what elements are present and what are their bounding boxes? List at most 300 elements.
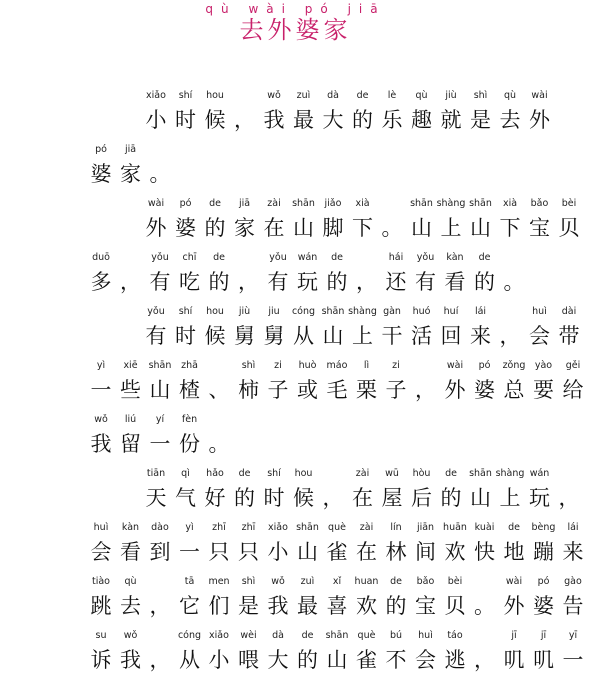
- char-cell: [146, 591, 174, 621]
- char-cell: [146, 645, 174, 675]
- pinyin: lè: [387, 90, 397, 101]
- text-line: [0, 578, 591, 632]
- pinyin: yì: [185, 522, 194, 533]
- char-cell: [294, 576, 322, 621]
- pinyin: táo: [447, 630, 463, 641]
- char-cell: [319, 306, 347, 351]
- pinyin: xià: [355, 198, 370, 209]
- hanzi: 宝: [415, 594, 436, 618]
- char-cell: [142, 306, 170, 351]
- char-cell: [205, 522, 233, 567]
- hanzi: 是: [238, 594, 259, 618]
- pinyin: shí: [178, 306, 193, 317]
- text-line: [0, 362, 591, 416]
- pinyin: zài: [359, 522, 374, 533]
- char-cell: [142, 198, 170, 243]
- text-line: [0, 146, 591, 200]
- char-cell: [441, 576, 469, 621]
- hanzi: 。: [208, 432, 230, 456]
- char-cell: [319, 198, 347, 243]
- hanzi: 屋: [381, 486, 403, 510]
- char-cell: [530, 522, 558, 567]
- pinyin: tiào: [92, 576, 110, 587]
- char-cell: [500, 522, 528, 567]
- char-cell: [378, 306, 406, 351]
- hanzi: 会: [415, 648, 436, 672]
- hanzi: 雀: [356, 648, 377, 672]
- hanzi: 在: [356, 540, 377, 564]
- char-cell: [382, 576, 410, 621]
- char-cell: [260, 306, 288, 351]
- hanzi: 看: [120, 540, 141, 564]
- hanzi: ，: [149, 648, 171, 672]
- hanzi: 婆: [474, 378, 495, 402]
- pinyin: bú: [389, 630, 403, 641]
- pinyin: shān: [148, 360, 172, 371]
- pinyin: shì: [241, 360, 256, 371]
- pinyin: jī: [511, 630, 517, 641]
- pinyin: dào: [151, 522, 169, 533]
- char-cell: [87, 576, 115, 621]
- pinyin: jiā: [238, 198, 251, 209]
- char-cell: [294, 252, 322, 297]
- pinyin: jī: [540, 630, 547, 641]
- hanzi: 蹦: [533, 540, 554, 564]
- char-cell: [348, 306, 377, 351]
- char-cell: [176, 630, 204, 675]
- pinyin: què: [328, 522, 346, 533]
- pinyin: shí: [178, 90, 193, 101]
- pinyin: de: [356, 90, 369, 101]
- pinyin: shì: [473, 90, 488, 101]
- hanzi: 欢: [356, 594, 377, 618]
- pinyin: liú: [124, 414, 137, 425]
- title-pinyin: qù wài pó jiā: [205, 2, 386, 16]
- pinyin: xià: [502, 198, 518, 209]
- hanzi: 子: [385, 378, 407, 402]
- pinyin: qù: [124, 576, 137, 587]
- char-cell: [205, 252, 233, 297]
- pinyin: zhī: [241, 522, 256, 533]
- hanzi: 时: [263, 486, 285, 510]
- hanzi: 一: [90, 378, 112, 402]
- char-cell: [412, 576, 440, 621]
- hanzi: 婆: [90, 162, 112, 186]
- hanzi: 看: [444, 270, 466, 294]
- char-cell: [205, 630, 233, 675]
- char-cell: [467, 306, 495, 351]
- pinyin: bǎo: [530, 198, 549, 209]
- hanzi: ，: [558, 486, 580, 510]
- hanzi: 的: [352, 108, 373, 132]
- hanzi: 时: [175, 324, 196, 348]
- hanzi: 天: [145, 486, 167, 510]
- char-cell: [559, 360, 587, 405]
- hanzi: 给: [562, 378, 584, 402]
- text-line: [0, 200, 591, 254]
- pinyin: zi: [392, 360, 400, 371]
- pinyin: shān: [321, 306, 345, 317]
- char-cell: [201, 306, 229, 351]
- hanzi: ，: [474, 648, 495, 672]
- char-cell: [205, 429, 233, 459]
- char-cell: [172, 468, 200, 513]
- char-cell: [142, 468, 170, 513]
- pinyin: shàng: [348, 306, 377, 317]
- char-cell: [176, 360, 204, 405]
- hanzi: 喂: [238, 648, 259, 672]
- char-cell: [378, 213, 406, 243]
- hanzi: 的: [326, 270, 348, 294]
- char-cell: [117, 630, 145, 675]
- pinyin: wài: [531, 90, 548, 101]
- hanzi: 栗: [356, 378, 377, 402]
- hanzi: 诉: [90, 648, 112, 672]
- hanzi: 我: [267, 594, 289, 618]
- pinyin: zài: [267, 198, 281, 209]
- pinyin: shàng: [436, 198, 466, 209]
- hanzi: 地: [503, 540, 525, 564]
- pinyin: wán: [297, 252, 318, 263]
- char-cell: [500, 576, 528, 621]
- hanzi: 贝: [558, 216, 580, 240]
- pinyin: yì: [96, 360, 106, 371]
- text-line: [0, 254, 591, 308]
- char-cell: [496, 90, 524, 135]
- pinyin: hòu: [412, 468, 431, 479]
- pinyin: zǒng: [502, 360, 526, 371]
- pinyin: qù: [415, 90, 428, 101]
- hanzi: 时: [175, 108, 196, 132]
- pinyin: xiē: [123, 360, 138, 371]
- pinyin: huì: [532, 306, 547, 317]
- pinyin: tiān: [146, 468, 166, 479]
- pinyin: wài: [446, 360, 464, 371]
- pinyin: de: [445, 468, 457, 479]
- pinyin: jiù: [445, 90, 457, 101]
- pinyin: pó: [179, 198, 192, 209]
- pinyin: gào: [564, 576, 582, 587]
- char-cell: [526, 90, 554, 135]
- char-cell: [408, 468, 436, 513]
- hanzi: 从: [293, 324, 314, 348]
- char-cell: [294, 522, 322, 567]
- hanzi: 逃: [444, 648, 466, 672]
- hanzi: 候: [293, 486, 314, 510]
- hanzi: ，: [415, 378, 436, 402]
- hanzi: 楂: [179, 378, 200, 402]
- char-cell: [235, 267, 263, 297]
- char-cell: [530, 576, 558, 621]
- pinyin: hái: [388, 252, 404, 263]
- story-body: [0, 92, 591, 686]
- char-cell: [500, 267, 528, 297]
- hanzi: 一: [149, 432, 171, 456]
- pinyin: de: [301, 630, 314, 641]
- char-cell: [294, 630, 322, 675]
- char-cell: [264, 522, 292, 567]
- hanzi: 大: [267, 648, 289, 672]
- hanzi: 舅: [234, 324, 255, 348]
- pinyin: de: [331, 252, 343, 263]
- hanzi: 是: [470, 108, 491, 132]
- hanzi: 它: [179, 594, 200, 618]
- hanzi: 。: [503, 270, 525, 294]
- char-cell: [264, 576, 292, 621]
- char-cell: [290, 198, 318, 243]
- char-cell: [496, 198, 524, 243]
- char-cell: [176, 252, 204, 297]
- hanzi: 的: [385, 594, 407, 618]
- pinyin: shān: [325, 630, 349, 641]
- hanzi: 的: [440, 486, 462, 510]
- hanzi: 山: [297, 540, 318, 564]
- char-cell: [496, 321, 524, 351]
- hanzi: 活: [411, 324, 432, 348]
- char-cell: [87, 252, 115, 297]
- char-cell: [146, 522, 174, 567]
- pinyin: cóng: [177, 630, 202, 641]
- hanzi: 、: [208, 378, 230, 402]
- hanzi: 上: [440, 216, 462, 240]
- hanzi: 欢: [444, 540, 466, 564]
- pinyin: huì: [93, 522, 109, 533]
- pinyin: wū: [385, 468, 399, 479]
- hanzi: 总: [503, 378, 525, 402]
- char-cell: [142, 90, 170, 135]
- char-cell: [441, 522, 469, 567]
- char-cell: [264, 630, 292, 675]
- hanzi: 。: [149, 162, 171, 186]
- char-cell: [87, 360, 115, 405]
- char-cell: [201, 90, 229, 135]
- pinyin: huó: [412, 306, 431, 317]
- text-line: [0, 308, 591, 362]
- text-line: [0, 470, 591, 524]
- pinyin: jiǎo: [324, 198, 342, 209]
- pinyin: pó: [95, 144, 107, 155]
- char-cell: [353, 630, 381, 675]
- hanzi: 下: [499, 216, 521, 240]
- char-cell: [353, 267, 381, 297]
- hanzi: 的: [234, 486, 255, 510]
- hanzi: 山: [293, 216, 314, 240]
- hanzi: 多: [90, 270, 112, 294]
- pinyin: hǎo: [206, 468, 224, 479]
- pinyin: yǒu: [416, 252, 435, 263]
- pinyin: yǒu: [151, 252, 169, 263]
- pinyin: yí: [155, 414, 165, 425]
- hanzi: 的: [474, 270, 495, 294]
- hanzi: ，: [322, 486, 344, 510]
- hanzi: 玩: [529, 486, 550, 510]
- pinyin: shān: [292, 198, 315, 209]
- char-cell: [117, 522, 145, 567]
- char-cell: [260, 468, 288, 513]
- pinyin: de: [213, 252, 225, 263]
- char-cell: [530, 360, 558, 405]
- pinyin: jiu: [268, 306, 280, 317]
- hanzi: 叽: [503, 648, 525, 672]
- char-cell: [260, 198, 288, 243]
- pinyin: què: [357, 630, 376, 641]
- hanzi: 跳: [90, 594, 112, 618]
- char-cell: [290, 468, 318, 513]
- hanzi: 叽: [533, 648, 554, 672]
- char-cell: [382, 630, 410, 675]
- hanzi: 好: [204, 486, 226, 510]
- char-cell: [555, 306, 583, 351]
- hanzi: 婆: [175, 216, 196, 240]
- hanzi: 或: [297, 378, 318, 402]
- pinyin: dà: [272, 630, 284, 641]
- char-cell: [146, 252, 174, 297]
- char-cell: [559, 576, 587, 621]
- pinyin: xǐ: [332, 576, 342, 587]
- pinyin: yī: [568, 630, 578, 641]
- story-title: [0, 2, 591, 44]
- char-cell: [231, 198, 259, 243]
- char-cell: [412, 252, 440, 297]
- hanzi: 不: [385, 648, 407, 672]
- char-cell: [323, 360, 351, 405]
- pinyin: bèi: [447, 576, 463, 587]
- char-cell: [378, 90, 406, 135]
- hanzi: 在: [263, 216, 285, 240]
- char-cell: [201, 198, 229, 243]
- char-cell: [353, 360, 381, 405]
- pinyin: lì: [363, 360, 370, 371]
- hanzi: 的: [204, 216, 226, 240]
- hanzi: 柿: [238, 378, 259, 402]
- hanzi: 山: [411, 216, 432, 240]
- hanzi: 山: [149, 378, 171, 402]
- pinyin: huān: [443, 522, 467, 533]
- pinyin: bèng: [531, 522, 556, 533]
- char-cell: [87, 414, 115, 459]
- char-cell: [495, 468, 525, 513]
- char-cell: [117, 576, 145, 621]
- char-cell: [382, 522, 410, 567]
- char-cell: [437, 306, 465, 351]
- hanzi: 有: [149, 270, 171, 294]
- pinyin: su: [95, 630, 107, 641]
- char-cell: [290, 90, 318, 135]
- hanzi: 小: [267, 540, 289, 564]
- title-text: 去外婆家: [239, 16, 352, 44]
- char-cell: [146, 414, 174, 459]
- hanzi: ，: [499, 324, 521, 348]
- hanzi: 乐: [381, 108, 403, 132]
- char-cell: [530, 630, 558, 675]
- hanzi: ，: [356, 270, 377, 294]
- char-cell: [260, 90, 288, 135]
- hanzi: ，: [234, 108, 255, 132]
- hanzi: 上: [352, 324, 373, 348]
- pinyin: wài: [147, 198, 165, 209]
- hanzi: 有: [145, 324, 167, 348]
- char-cell: [500, 360, 528, 405]
- hanzi: 山: [470, 216, 491, 240]
- pinyin: qù: [503, 90, 517, 101]
- hanzi: 外: [145, 216, 167, 240]
- char-cell: [235, 576, 263, 621]
- pinyin: yào: [534, 360, 553, 371]
- char-cell: [441, 360, 469, 405]
- pinyin: pó: [537, 576, 550, 587]
- hanzi: 候: [204, 324, 226, 348]
- char-cell: [559, 630, 587, 675]
- char-cell: [172, 198, 200, 243]
- pinyin: shān: [469, 468, 492, 479]
- hanzi: 就: [440, 108, 462, 132]
- pinyin: qì: [181, 468, 190, 479]
- hanzi: 还: [385, 270, 407, 294]
- hanzi: 外: [503, 594, 525, 618]
- char-cell: [471, 360, 499, 405]
- hanzi: 一: [562, 648, 584, 672]
- pinyin: lái: [567, 522, 579, 533]
- hanzi: 子: [267, 378, 289, 402]
- char-cell: [87, 144, 115, 189]
- hanzi: 从: [179, 648, 200, 672]
- hanzi: 会: [529, 324, 550, 348]
- hanzi: 去: [120, 594, 141, 618]
- char-cell: [264, 252, 292, 297]
- hanzi: 干: [381, 324, 403, 348]
- char-cell: [117, 267, 145, 297]
- hanzi: 上: [499, 486, 521, 510]
- char-cell: [117, 414, 145, 459]
- pinyin: kuài: [474, 522, 495, 533]
- hanzi: 回: [440, 324, 462, 348]
- hanzi: 吃: [179, 270, 200, 294]
- pinyin: hou: [206, 306, 224, 317]
- pinyin: kàn: [446, 252, 464, 263]
- pinyin: shì: [241, 576, 256, 587]
- char-cell: [176, 576, 204, 621]
- hanzi: 舅: [263, 324, 285, 348]
- pinyin: de: [478, 252, 491, 263]
- hanzi: 间: [415, 540, 436, 564]
- char-cell: [382, 252, 410, 297]
- pinyin: shān: [469, 198, 492, 209]
- hanzi: 来: [562, 540, 584, 564]
- char-cell: [146, 360, 174, 405]
- char-cell: [349, 90, 377, 135]
- char-cell: [231, 306, 259, 351]
- char-cell: [500, 630, 528, 675]
- pinyin: shí: [267, 468, 281, 479]
- hanzi: 家: [234, 216, 255, 240]
- pinyin: xiǎo: [146, 90, 166, 101]
- pinyin: xiǎo: [268, 522, 288, 533]
- hanzi: 到: [149, 540, 171, 564]
- char-cell: [437, 90, 465, 135]
- pinyin: huan: [354, 576, 379, 587]
- char-cell: [176, 522, 204, 567]
- hanzi: 山: [322, 324, 344, 348]
- pinyin: bèi: [561, 198, 577, 209]
- char-cell: [382, 360, 410, 405]
- char-cell: [235, 630, 263, 675]
- char-cell: [408, 306, 436, 351]
- hanzi: 。: [474, 594, 495, 618]
- pinyin: wǒ: [94, 414, 108, 425]
- pinyin: huì: [418, 630, 433, 641]
- pinyin: wǒ: [267, 90, 281, 101]
- char-cell: [471, 522, 499, 567]
